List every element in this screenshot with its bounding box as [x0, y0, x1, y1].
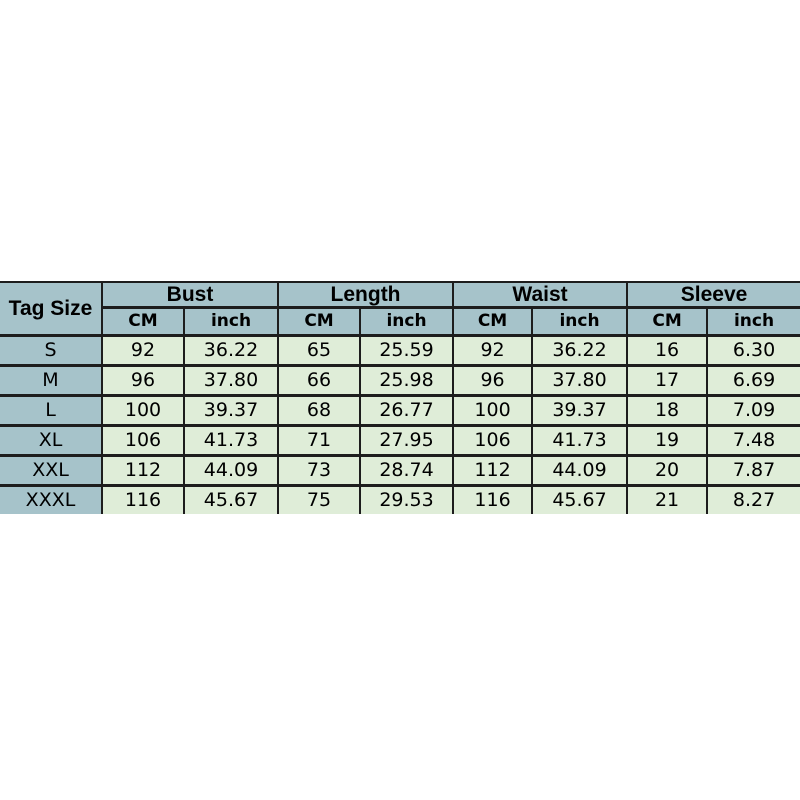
- table-cell: 92: [102, 336, 184, 366]
- table-cell: 37.80: [532, 366, 627, 396]
- table-cell: 68: [278, 396, 360, 426]
- table-cell: 66: [278, 366, 360, 396]
- table-cell: 16: [627, 336, 707, 366]
- table-cell: 44.09: [532, 456, 627, 486]
- unit-header-bust-inch: inch: [184, 308, 278, 336]
- table-cell: 17: [627, 366, 707, 396]
- table-cell: 96: [453, 366, 532, 396]
- table-cell: 7.48: [707, 426, 800, 456]
- table-cell: 21: [627, 486, 707, 515]
- table-cell: 39.37: [184, 396, 278, 426]
- size-label: M: [0, 366, 102, 396]
- table-cell: 45.67: [532, 486, 627, 515]
- table-cell: 18: [627, 396, 707, 426]
- group-header-sleeve: Sleeve: [627, 282, 800, 308]
- table-cell: 44.09: [184, 456, 278, 486]
- unit-header-waist-inch: inch: [532, 308, 627, 336]
- size-label: S: [0, 336, 102, 366]
- table-cell: 36.22: [184, 336, 278, 366]
- table-cell: 92: [453, 336, 532, 366]
- table-cell: 45.67: [184, 486, 278, 515]
- table-row-xl: [0, 426, 800, 456]
- table-cell: 37.80: [184, 366, 278, 396]
- table-cell: 36.22: [532, 336, 627, 366]
- table-cell: 41.73: [184, 426, 278, 456]
- size-chart: [0, 281, 800, 514]
- table-cell: 6.30: [707, 336, 800, 366]
- group-header-length: Length: [278, 282, 453, 308]
- table-cell: 106: [453, 426, 532, 456]
- unit-header-sleeve-inch: inch: [707, 308, 800, 336]
- group-header-bust: Bust: [102, 282, 278, 308]
- table-cell: 26.77: [360, 396, 453, 426]
- table-row-xxl: [0, 456, 800, 486]
- size-label: XXXL: [0, 486, 102, 515]
- table-row-s: [0, 336, 800, 366]
- table-cell: 116: [453, 486, 532, 515]
- table-cell: 65: [278, 336, 360, 366]
- table-cell: 8.27: [707, 486, 800, 515]
- header-group-row: [0, 282, 800, 308]
- table-cell: 7.87: [707, 456, 800, 486]
- table-cell: 19: [627, 426, 707, 456]
- table-cell: 41.73: [532, 426, 627, 456]
- unit-header-sleeve-cm: CM: [627, 308, 707, 336]
- table-cell: 25.98: [360, 366, 453, 396]
- size-label: XL: [0, 426, 102, 456]
- unit-header-length-inch: inch: [360, 308, 453, 336]
- table-cell: 112: [453, 456, 532, 486]
- table-cell: 96: [102, 366, 184, 396]
- unit-header-length-cm: CM: [278, 308, 360, 336]
- corner-header-tag-size: Tag Size: [0, 282, 102, 336]
- table-cell: 112: [102, 456, 184, 486]
- table-cell: 75: [278, 486, 360, 515]
- table-cell: 7.09: [707, 396, 800, 426]
- table-cell: 106: [102, 426, 184, 456]
- table-cell: 25.59: [360, 336, 453, 366]
- size-label: L: [0, 396, 102, 426]
- table-cell: 39.37: [532, 396, 627, 426]
- table-cell: 29.53: [360, 486, 453, 515]
- table-cell: 28.74: [360, 456, 453, 486]
- table-cell: 20: [627, 456, 707, 486]
- table-cell: 27.95: [360, 426, 453, 456]
- size-chart-table: [0, 281, 800, 514]
- header-unit-row: [0, 308, 800, 336]
- size-label: XXL: [0, 456, 102, 486]
- table-cell: 73: [278, 456, 360, 486]
- table-cell: 100: [453, 396, 532, 426]
- table-row-l: [0, 396, 800, 426]
- table-cell: 71: [278, 426, 360, 456]
- table-cell: 100: [102, 396, 184, 426]
- unit-header-waist-cm: CM: [453, 308, 532, 336]
- table-row-m: [0, 366, 800, 396]
- unit-header-bust-cm: CM: [102, 308, 184, 336]
- table-row-xxxl: [0, 486, 800, 515]
- table-cell: 116: [102, 486, 184, 515]
- group-header-waist: Waist: [453, 282, 627, 308]
- table-cell: 6.69: [707, 366, 800, 396]
